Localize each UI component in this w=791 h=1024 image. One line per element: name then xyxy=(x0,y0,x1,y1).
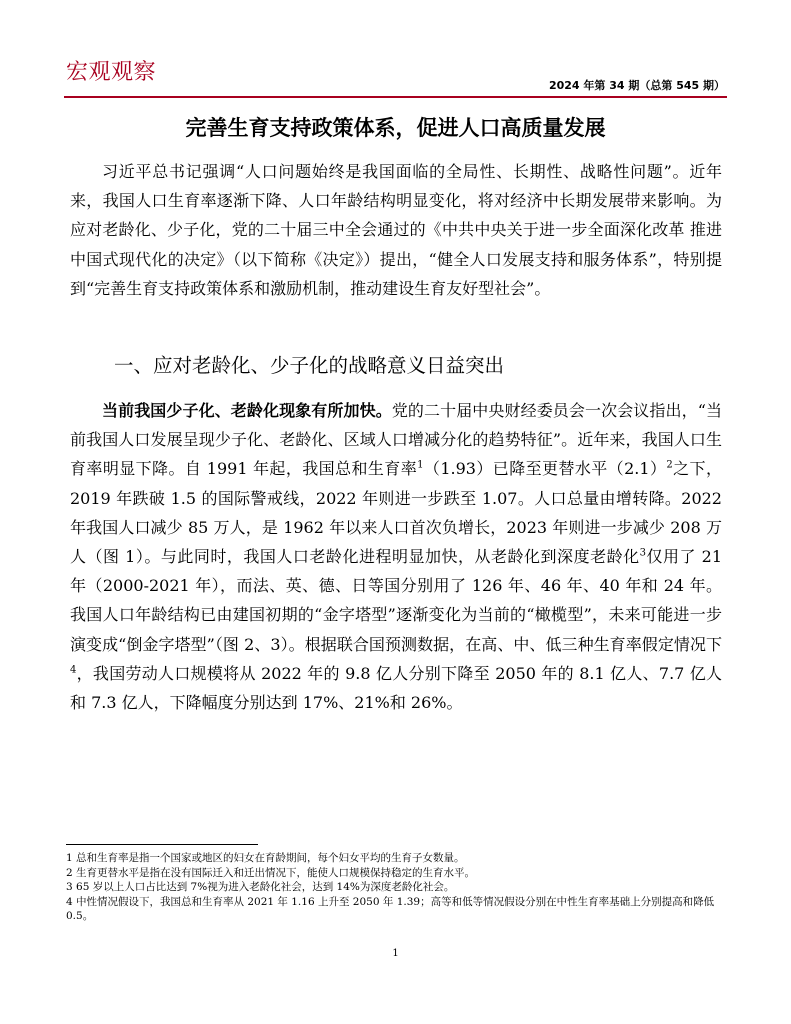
footnote-ref[interactable]: 4 xyxy=(70,664,77,676)
section-paragraph xyxy=(70,396,722,717)
intro-paragraph: 习近平总书记强调“人口问题始终是我国面临的全局性、长期性、战略性问题”。近年来，我国人口生育率逐渐下降、人口年龄结构明显变化，将对经济中长期发展带来影响。为应对老龄化、少子化，党的二十届三中全会通过的《中共中央关于进一步全面深化改革 推进中国式现代化的决定》（以下简称《决定》）提出，“健全人口发展支持和服务体系”，特别提到“完善生育支持政策体系和激励机制，推动建设生育友好型社会”。 xyxy=(70,162,722,298)
paragraph-lead: 当前我国少子化、老龄化现象有所加快。 xyxy=(102,401,392,420)
footnote: 1 总和生育率是指一个国家或地区的妇女在育龄期间，每个妇女平均的生育子女数量。 xyxy=(66,852,465,864)
footnote: 2 生育更替水平是指在没有国际迁入和迁出情况下，能使人口规模保持稳定的生育水平。 xyxy=(66,866,476,879)
paragraph-text: ，我国劳动人口规模将从 2022 年的 9.8 亿人分别下降至 2050 年的 8.1 亿人、7.7 亿人和 7.3 亿人，下降幅度分别达到 17%、21%和 26%。 xyxy=(70,663,722,713)
page-number: 1 xyxy=(392,948,399,959)
paragraph-text: （1.93）已降至更替水平（2.1） xyxy=(423,459,667,479)
footnote-ref[interactable]: 1 xyxy=(417,460,424,472)
footnotes xyxy=(66,851,726,924)
footnote: 3 65 岁以上人口占比达到 7%视为进入老龄化社会，达到 14%为深度老龄化社会。 xyxy=(66,881,455,893)
footnote-ref[interactable]: 3 xyxy=(639,547,646,559)
footnote: 4 中性情况假设下，我国总和生育率从 2021 年 1.16 上升至 2050 年 1.39；高等和低等情况假设分别在中性生育率基础上分别提高和降低 0.5。 xyxy=(66,895,715,922)
section-heading: 一、应对老龄化、少子化的战略意义日益突出 xyxy=(114,354,505,377)
paragraph-text: 党的二十届中央财经委员会一次会议指出，“当前我国人口发展呈现少子化、老龄化、区域人口增减分化的趋势特征”。近年来，我国人口生育率明显下降。自 1991 年起，我国总和生育率 xyxy=(70,401,722,479)
footnote-ref[interactable]: 2 xyxy=(666,460,673,472)
header-divider xyxy=(64,96,727,98)
publication-brand: 宏观观察 xyxy=(66,60,157,85)
issue-number: 2024 年第 34 期（总第 545 期） xyxy=(548,79,725,92)
paragraph-text: 之下，2019 年跌破 1.5 的国际警戒线，2022 年则进一步跌至 1.07。人口总量由增转降。2022 年我国人口减少 85 万人，是 1962 年以来人口首次负增长，2023 年则进一步减少 208 万人（图 1）。与此同时，我国人口老龄化进程明显加快，从老龄化到深度老龄化 xyxy=(70,459,722,567)
article-title: 完善生育支持政策体系，促进人口高质量发展 xyxy=(185,116,606,140)
footnote-divider xyxy=(66,844,258,845)
paragraph-text: 仅用了 21 年（2000-2021 年），而法、英、德、日等国分别用了 126 年、46 年、40 年和 24 年。我国人口年龄结构已由建国初期的“金字塔型”逐渐变化为当前的“橄榄型”，未来可能进一步演变成“倒金字塔型”（图 2、3）。根据联合国预测数据，在高、中、低三种生育率假定情况下 xyxy=(70,547,722,654)
